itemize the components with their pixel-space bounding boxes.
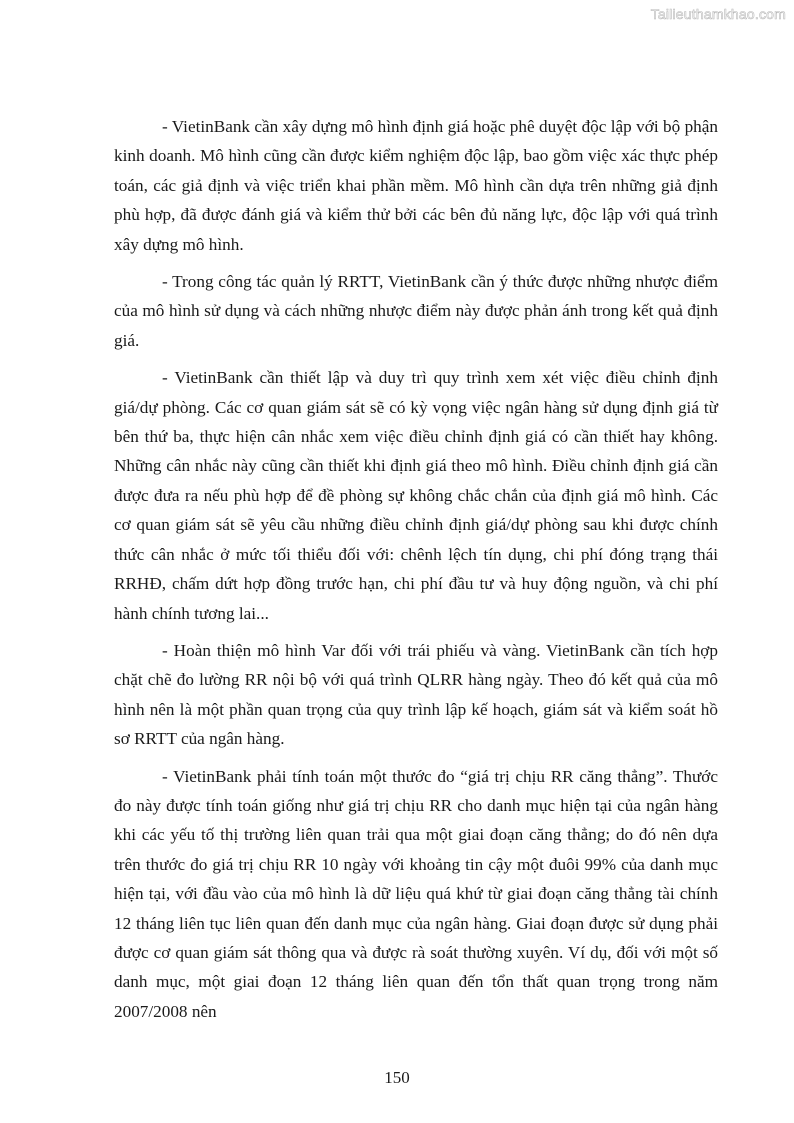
page-body bbox=[114, 112, 718, 1034]
paragraph-valuation-adjustment: - VietinBank cần thiết lập và duy trì quy trình xem xét việc điều chỉnh định giá/dự phòng. Các cơ quan giám sát sẽ có kỳ vọng việc ngân hàng sử dụng định giá từ bên thứ ba, thực hiện cân nhắc xem việc điều chỉnh định giá có cần thiết hay không. Những cân nhắc này cũng cần thiết khi định giá theo mô hình. Điều chỉnh định giá cần được đưa ra nếu phù hợp để đề phòng sự không chắc chắn của định giá mô hình. Các cơ quan giám sát sẽ yêu cầu những điều chỉnh định giá/dự phòng sau khi được chính thức cân nhắc ở mức tối thiểu đối với: chênh lệch tín dụng, chi phí đóng trạng thái RRHĐ, chấm dứt hợp đồng trước hạn, chi phí đầu tư và huy động nguồn, và chi phí hành chính tương lai... bbox=[114, 368, 718, 623]
paragraph-model-weaknesses: - Trong công tác quản lý RRTT, VietinBank cần ý thức được những nhược điểm của mô hình sử dụng và cách những nhược điểm này được phản ánh trong kết quả định giá. bbox=[114, 272, 718, 350]
paragraph-model-valuation: - VietinBank cần xây dựng mô hình định giá hoặc phê duyệt độc lập với bộ phận kinh doanh. Mô hình cũng cần được kiểm nghiệm độc lập, bao gồm việc xác thực phép toán, các giả định và việc triển khai phần mềm. Mô hình cần dựa trên những giả định phù hợp, đã được đánh giá và kiểm thử bởi các bên đủ năng lực, độc lập với quá trình xây dựng mô hình. bbox=[114, 117, 718, 254]
paragraph-stressed-var: - VietinBank phải tính toán một thước đo “giá trị chịu RR căng thẳng”. Thước đo này được tính toán giống như giá trị chịu RR cho danh mục hiện tại của ngân hàng khi các yếu tố thị trường liên quan trải qua một giai đoạn căng thẳng; do đó nên dựa trên thước đo giá trị chịu RR 10 ngày với khoảng tin cậy một đuôi 99% của danh mục hiện tại, với đầu vào của mô hình là dữ liệu quá khứ từ giai đoạn căng thẳng tài chính 12 tháng liên tục liên quan đến danh mục của ngân hàng. Giai đoạn được sử dụng phải được cơ quan giám sát thông qua và được rà soát thường xuyên. Ví dụ, đối với một số danh mục, một giai đoạn 12 tháng liên quan đến tổn thất quan trọng trong năm 2007/2008 nên bbox=[114, 766, 718, 1021]
page-number: 150 bbox=[384, 1068, 410, 1087]
paragraph-var-model: - Hoàn thiện mô hình Var đối với trái phiếu và vàng. VietinBank cần tích hợp chặt chẽ đo lường RR nội bộ với quá trình QLRR hàng ngày. Theo đó kết quả của mô hình nên là một phần quan trọng của quy trình lập kế hoạch, giám sát và kiểm soát hồ sơ RRTT của ngân hàng. bbox=[114, 640, 718, 749]
watermark-text: Tailieuthamkhao.com bbox=[650, 6, 786, 22]
